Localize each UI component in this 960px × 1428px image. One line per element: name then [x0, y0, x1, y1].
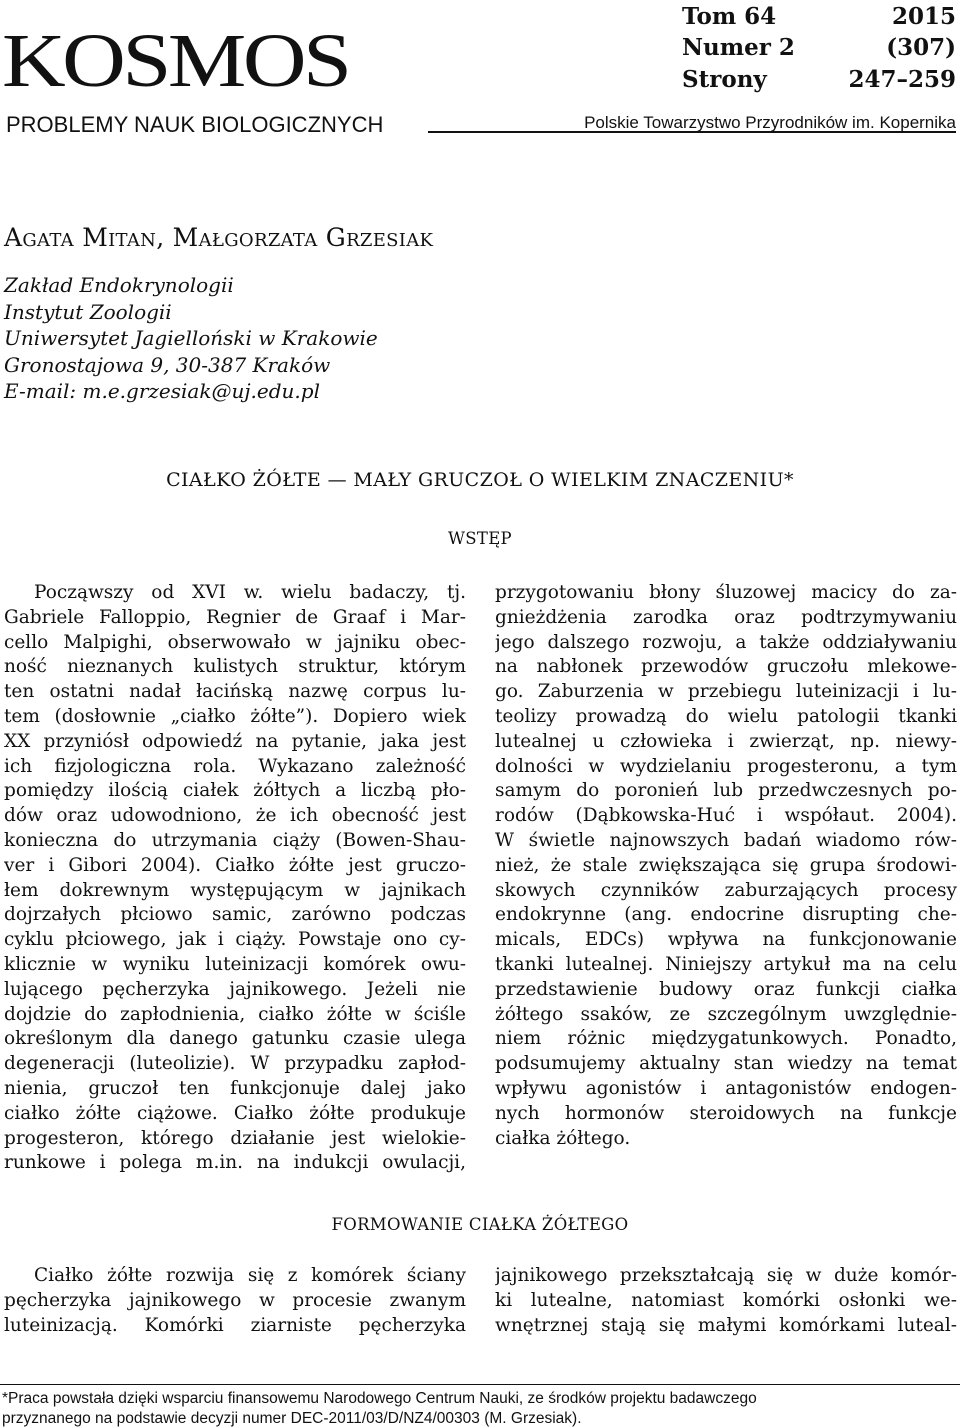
- journal-logo: [2, 20, 349, 102]
- footnote: [2, 1389, 958, 1428]
- text-line: jajnikowego przekształcają się w duże komór-: [495, 1265, 957, 1286]
- text-line: lującego pęcherzyka jajnikowego. Jeżeli nie: [4, 978, 466, 1000]
- affiliation-line: Uniwersytet Jagielloński w Krakowie: [4, 326, 378, 350]
- text-line: przygotowaniu błony śluzowej macicy do za-: [495, 582, 957, 603]
- text-line: nych hormonów steroidowych na funkcje: [495, 1102, 957, 1124]
- meta-issue: [682, 31, 956, 64]
- text-line: ciałko żółte ciążowe. Ciałko żółte produkuje: [4, 1102, 466, 1124]
- formation-right-column: [495, 1264, 957, 1338]
- affiliation-line: Instytut Zoologii: [4, 299, 172, 324]
- meta-value: 2015: [891, 3, 956, 30]
- affiliation-email[interactable]: E-mail: m.e.grzesiak@uj.edu.pl: [4, 379, 320, 403]
- text-line: samym do poronień lub przedwczesnych po-: [495, 780, 957, 802]
- text-line: ten ostatni nadał łacińską nazwę corpus lu-: [4, 681, 466, 703]
- text-line: wnętrznej stają się małymi komórkami luteal-: [495, 1314, 957, 1336]
- text-line: konieczna do utrzymania ciąży (Bowen-Shau-: [4, 829, 466, 851]
- text-line: degeneracji (luteolizie). W przypadku zapłod-: [4, 1053, 466, 1075]
- text-line: jego dalszego rozwoju, a także oddziaływaniu: [495, 631, 957, 653]
- text-line: ver i Gibori 2004). Ciałko żółte jest gruczo-: [4, 854, 466, 876]
- text-line: progesteron, którego działanie jest wielokie-: [4, 1127, 466, 1149]
- text-line: go. Zaburzenia w przebiegu luteinizacji i lu-: [495, 681, 957, 703]
- text-line: na nabłonek przewodów gruczołu mlekowe-: [495, 656, 957, 678]
- text-line: gnieżdżenia zarodka oraz podtrzymywaniu: [495, 606, 957, 628]
- footnote-rule: [0, 1384, 960, 1385]
- affiliation-line: Gronostajowa 9, 30-387 Kraków: [4, 352, 331, 377]
- journal-name: KOSMOS: [2, 19, 349, 103]
- section-heading-intro: WSTĘP: [448, 529, 512, 548]
- text-line: ciałka żółtego.: [495, 1127, 631, 1149]
- text-line: micals, EDCs) wpływa na funkcjonowanie: [495, 929, 957, 951]
- text-line: pęcherzyka jajnikowego w procesie zwanym: [4, 1289, 466, 1311]
- affiliation-line: Zakład Endokrynologii: [4, 273, 234, 297]
- text-line: dojdzie do zapłodnienia, ciałko żółte w ściśle: [4, 1003, 466, 1025]
- text-line: podsumujemy aktualny stan wiedzy na temat: [495, 1053, 957, 1075]
- meta-value: 247–259: [848, 66, 956, 93]
- text-line: żółtego ssaków, ze szczególnym uwzględnie-: [495, 1003, 957, 1025]
- meta-volume: [682, 0, 956, 33]
- text-line: ność nieznanych kulistych struktur, którym: [4, 656, 466, 678]
- affiliation: [4, 272, 378, 405]
- text-line: teolizy prowadzą do wielu patologii tkanki: [495, 705, 957, 727]
- text-line: dojrzałych płciowo samic, zarówno podczas: [4, 904, 466, 926]
- text-line: dolności w wydzielaniu progesteronu, a tym: [495, 755, 957, 777]
- text-line: skowych czynników zaburzających procesy: [495, 879, 957, 901]
- meta-label: Tom 64: [682, 3, 777, 30]
- text-line: przedstawienie budowy oraz funkcji ciałka: [495, 978, 957, 1000]
- text-line: XX przyniósł odpowiedź na pytanie, jaka jest: [4, 730, 466, 752]
- meta-pages: [682, 63, 956, 96]
- text-line: pomiędzy ilością ciałek żółtych a liczbą pło-: [4, 780, 466, 802]
- authors: Agata Mitan, Małgorzata Grzesiak: [4, 223, 434, 252]
- section-heading-formation: FORMOWANIE CIAŁKA ŻÓŁTEGO: [331, 1215, 629, 1234]
- text-line: lutealnej u człowieka i zwierząt, np. niewy-: [495, 730, 957, 752]
- text-line: rodów (Dąbkowska-Huć i współaut. 2004).: [495, 805, 957, 827]
- text-line: klicznie w wyniku luteinizacji komórek owu-: [4, 953, 466, 975]
- text-line: W świetle najnowszych badań wiadomo rów-: [495, 829, 957, 851]
- text-line: dów oraz udowodniono, że ich obecność jest: [4, 805, 466, 827]
- meta-value: (307): [886, 34, 956, 61]
- article-title: CIAŁKO ŻÓŁTE — MAŁY GRUCZOŁ O WIELKIM ZNACZENIU*: [166, 469, 794, 491]
- text-line: Ciałko żółte rozwija się z komórek ściany: [34, 1265, 466, 1286]
- intro-left-column: [4, 581, 466, 1176]
- text-line: nież, że stale zwiększająca się grupa środowi-: [495, 854, 957, 876]
- journal-subtitle: PROBLEMY NAUK BIOLOGICZNYCH: [6, 112, 384, 137]
- text-line: ich fizjologiczna rola. Wykazano zależność: [4, 755, 466, 777]
- text-line: ki lutealne, natomiast komórki osłonki we-: [495, 1289, 957, 1311]
- text-line: tkanki lutealnej. Niniejszy artykuł ma na celu: [495, 953, 957, 975]
- footnote-line: *Praca powstała dzięki wsparciu finansowemu Narodowego Centrum Nauki, ze środków projektu badawczego: [2, 1390, 757, 1407]
- intro-right-column: [495, 581, 957, 1151]
- text-line: runkowe i polega m.in. na indukcji owulacji,: [4, 1152, 466, 1174]
- text-line: nienia, gruczoł ten funkcjonuje dalej jako: [4, 1077, 466, 1099]
- text-line: luteinizacją. Komórki ziarniste pęcherzyka: [4, 1314, 466, 1336]
- publisher: Polskie Towarzystwo Przyrodników im. Kopernika: [584, 113, 956, 132]
- text-line: niem różnic międzygatunkowych. Ponadto,: [495, 1028, 957, 1050]
- text-line: Począwszy od XVI w. wielu badaczy, tj.: [34, 582, 466, 603]
- text-line: cello Malpighi, obserwowało w jajniku obec-: [4, 631, 466, 653]
- meta-label: Strony: [682, 66, 767, 93]
- text-line: Gabriele Falloppio, Regnier de Graaf i Mar-: [4, 606, 466, 628]
- meta-label: Numer 2: [682, 34, 795, 61]
- text-line: wpływu agonistów i antagonistów endogen-: [495, 1077, 957, 1099]
- text-line: tem (dosłownie „ciałko żółte”). Dopiero wiek: [4, 705, 466, 727]
- footnote-line: przyznanego na podstawie decyzji numer DEC-2011/03/D/NZ4/00303 (M. Grzesiak).: [2, 1409, 582, 1427]
- text-line: określonym dla danego gatunku czasie ulega: [4, 1028, 466, 1050]
- text-line: endokrynne (ang. endocrine disrupting che-: [495, 904, 957, 926]
- text-line: cyklu płciowego, jak i ciąży. Powstaje ono cy-: [4, 929, 466, 951]
- formation-left-column: [4, 1264, 466, 1338]
- text-line: łem dokrewnym występującym w jajnikach: [4, 879, 466, 901]
